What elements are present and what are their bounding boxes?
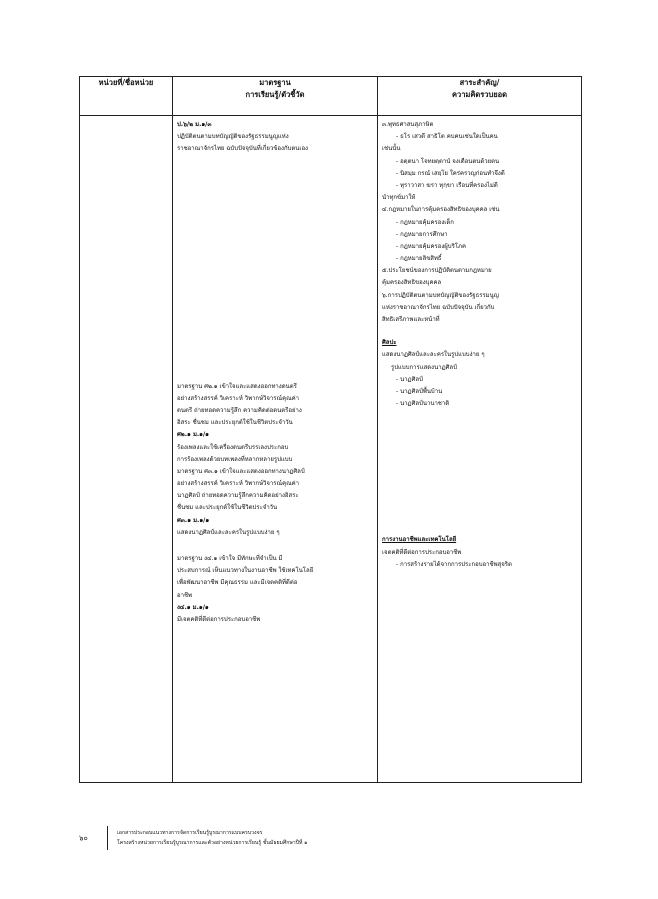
page-footer	[79, 826, 599, 850]
standard-text: ปฏิบัติตนตามบทบัญญัติของรัฐธรรมนูญแห่ง	[177, 133, 289, 141]
standard-text: อย่างสร้างสรรค์ วิเคราะห์ วิพากษ์วิจารณ์คุณค่า	[177, 394, 300, 402]
concept-text: - นาฏศิลป์พื้นบ้าน	[396, 387, 443, 395]
header-standards	[173, 77, 378, 116]
standard-code: ศ๒.๑ ม.๑/๑	[177, 431, 209, 439]
concept-text: ๓.พุทธศาสนสุภาษิต	[382, 121, 434, 128]
concept-text: แห่งราชอาณาจักรไทย ฉบับปัจจุบัน เกี่ยวกับ	[382, 303, 495, 311]
standard-text: ดนตรี ถ่ายทอดความรู้สึก ความคิดต่อดนตรีอย่าง	[177, 406, 302, 414]
concept-text: เจตคติที่ดีต่อการประกอบอาชีพ	[382, 548, 462, 556]
standard-text: ราชอาณาจักรไทย ฉบับปัจจุบันที่เกี่ยวข้องกับตนเอง	[177, 145, 308, 153]
standard-text: มาตรฐาน ศ๒.๑ เข้าใจและแสดงออกทางดนตรี	[177, 382, 297, 390]
concept-text: รูปแบบการแสดงนาฏศิลป์	[391, 363, 457, 371]
standard-text: ประสบการณ์ เห็นแนวทางในงานอาชีพ ใช้เทคโนโลยี	[177, 567, 314, 575]
standard-code: ป.๖/๒ ม.๑/๓	[177, 121, 212, 128]
concepts-cell	[378, 116, 582, 783]
unit-cell	[80, 116, 173, 783]
header-concepts-line2: ความคิดรวบยอด	[451, 90, 508, 100]
footer-text	[117, 828, 307, 848]
standard-text: แสดงนาฏศิลป์และละครในรูปแบบง่าย ๆ	[177, 528, 280, 536]
header-standards-line2: การเรียนรู้/ตัวชี้วัด	[245, 90, 305, 100]
concept-text: - กฎหมายคุ้มครองผู้บริโภค	[396, 242, 467, 250]
concept-text: ๖.การปฏิบัติตนตามบทบัญญัติของรัฐธรรมนูญ	[382, 291, 499, 299]
standard-text: อย่างสร้างสรรค์ วิเคราะห์ วิพากษ์วิจารณ์คุณค่า	[177, 480, 300, 488]
standard-text: มาตรฐาน ศ๓.๑ เข้าใจและแสดงออกทางนาฏศิลป์	[177, 467, 305, 475]
standard-code: ง๔.๑ ม.๑/๑	[177, 603, 209, 611]
concept-text: - การสร้างรายได้จากการประกอบอาชีพสุจริต	[396, 560, 512, 568]
concept-text: - กฎหมายลิขสิทธิ์	[396, 255, 442, 263]
concept-text: นำทุกข์มาให้	[382, 194, 416, 202]
concept-text: แสดงนาฏศิลป์และละครในรูปแบบง่าย ๆ	[382, 351, 485, 359]
standard-text: มาตรฐาน ง๔.๑ เข้าใจ มีทักษะที่จำเป็น มี	[177, 555, 283, 562]
header-concepts-line1: สาระสำคัญ/	[459, 78, 500, 87]
header-unit-label: หน่วยที่/ชื่อหน่วย	[98, 78, 154, 87]
header-standards-line1: มาตรฐาน	[259, 78, 291, 87]
standard-text: ชื่นชม และประยุกต์ใช้ในชีวิตประจำวัน	[177, 504, 278, 512]
standard-text: อิสระ ชื่นชม และประยุกต์ใช้ในชีวิตประจำวัน	[177, 419, 293, 427]
footer-divider	[107, 826, 108, 850]
concept-text: ๔.กฎหมายในการคุ้มครองสิทธิของบุคคล เช่น	[382, 206, 500, 214]
page-number: ๖๐	[79, 834, 88, 842]
concept-text: เช่นนั้น	[382, 145, 401, 153]
standard-text: เพื่อพัฒนาอาชีพ มีคุณธรรม และมีเจตคติที่ดีต่อ	[177, 579, 298, 587]
standards-cell	[173, 116, 378, 783]
standard-text: การร้องเพลงด้วยบทเพลงที่หลากหลายรูปแบบ	[177, 455, 293, 463]
concept-text: - ธโร เสวดี สาธิโต คบคนเช่นใดเป็นคน	[396, 133, 498, 141]
standard-text: อาชีพ	[177, 591, 192, 599]
concept-text: - กฎหมายการศึกษา	[396, 230, 448, 238]
concept-text: - นาฏศิลป์	[396, 375, 423, 383]
concept-text: - นิสมฺม กรณํ เสยฺโย ใคร่ครวญก่อนทำจึงดี	[396, 169, 505, 177]
footer-line-2: โครงสร้างหน่วยการเรียนรู้บูรณาการและตัวอย่างหน่วยการเรียนรู้ ชั้นมัธยมศึกษาปีที่ ๑	[117, 840, 308, 846]
concept-text: - นาฏศิลป์นานาชาติ	[396, 400, 450, 408]
concept-section-title: ศิลปะ	[382, 339, 397, 347]
table-header-row	[80, 77, 582, 116]
header-concepts	[378, 77, 582, 116]
concept-text: - อตฺตนา โจทยตฺตานํ จงเตือนตนด้วยตน	[396, 157, 500, 165]
concept-text: - ทุราวาสา ฆรา ทุกฺขา เรือนที่ครองไม่ดี	[396, 181, 498, 189]
standard-text: มีเจตคติที่ดีต่อการประกอบอาชีพ	[177, 615, 261, 623]
standard-text: ร้องเพลงและใช้เครื่องดนตรีบรรเลงประกอบ	[177, 443, 289, 451]
footer-line-1: เอกสารประกอบแนวทางการจัดการเรียนรู้บูรณาการแบบครบวงจร	[117, 830, 263, 836]
standard-code: ศ๓.๑ ม.๑/๑	[177, 516, 210, 524]
concept-section-title: การงานอาชีพและเทคโนโลยี	[382, 536, 457, 544]
concept-text: สิทธิเสรีภาพและหน้าที่	[382, 316, 440, 323]
concept-text: ๕.ประโยชน์ของการปฏิบัติตนตามกฎหมาย	[382, 267, 492, 275]
table-body-row	[80, 116, 582, 783]
concept-text: - กฎหมายคุ้มครองเด็ก	[396, 218, 454, 226]
concept-text: คุ้มครองสิทธิของบุคคล	[382, 279, 442, 287]
curriculum-table	[79, 76, 582, 783]
header-unit	[80, 77, 173, 116]
standard-text: นาฏศิลป์ ถ่ายทอดความรู้สึกความคิดอย่างอิสระ	[177, 492, 299, 500]
